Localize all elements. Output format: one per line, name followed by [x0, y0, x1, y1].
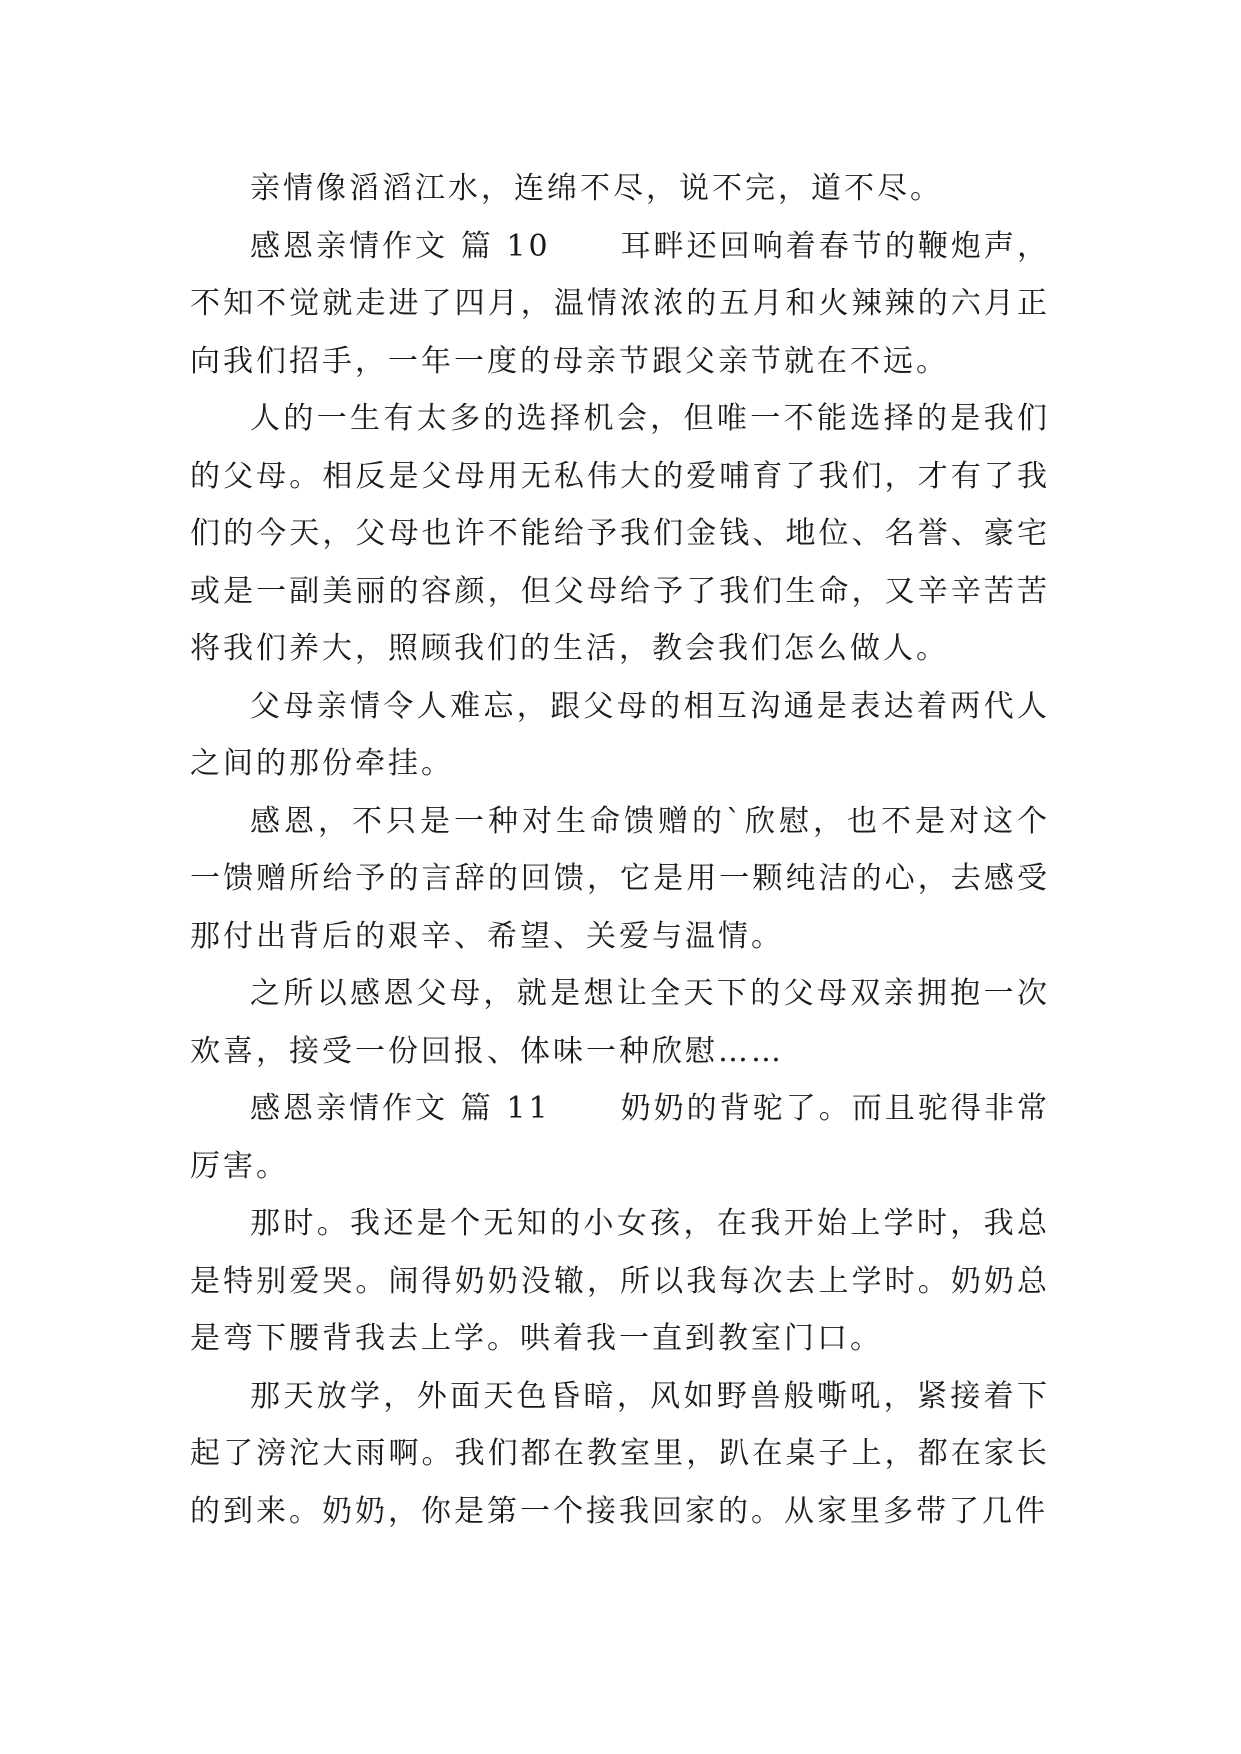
paragraph-1	[190, 160, 1050, 218]
essay-body	[190, 160, 1050, 1540]
paragraph-text: 感恩，不只是一种对生命馈赠的`欣慰，也不是对这个一馈赠所给予的言辞的回馈，它是用一颗纯洁的心，去感受那付出背后的艰辛、希望、关爱与温情。	[190, 803, 1050, 954]
section-heading-10: 感恩亲情作文 篇 10	[250, 228, 551, 264]
paragraph-3	[190, 390, 1050, 678]
paragraph-text: 那天放学，外面天色昏暗，风如野兽般嘶吼，紧接着下起了滂沱大雨啊。我们都在教室里，趴在桌子上，都在家长的到来。奶奶，你是第一个接我回家的。从家里多带了几件	[190, 1378, 1050, 1529]
paragraph-text: 父母亲情令人难忘，跟父母的相互沟通是表达着两代人之间的那份牵挂。	[190, 688, 1050, 781]
paragraph-6	[190, 965, 1050, 1080]
paragraph-5	[190, 793, 1050, 966]
paragraph-text: 人的一生有太多的选择机会，但唯一不能选择的是我们的父母。相反是父母用无私伟大的爱哺育了我们，才有了我们的今天，父母也许不能给予我们金钱、地位、名誉、豪宅或是一副美丽的容颜，但父母给予了我们生命，又辛辛苦苦将我们养大，照顾我们的生活，教会我们怎么做人。	[190, 401, 1050, 666]
paragraph-text: 耳畔还回响着春节的鞭炮声，不知不觉就走进了四月，温情浓浓的五月和火辣辣的六月正向我们招手，一年一度的母亲节跟父亲节就在不远。	[190, 228, 1051, 379]
section-heading-11: 感恩亲情作文 篇 11	[250, 1091, 551, 1126]
paragraph-4	[190, 678, 1050, 793]
paragraph-text: 亲情像滔滔江水，连绵不尽，说不完，道不尽。	[250, 171, 943, 206]
paragraph-8	[190, 1195, 1050, 1368]
paragraph-text: 奶奶的背驼了。而且驼得非常厉害。	[190, 1091, 1051, 1184]
paragraph-2	[190, 218, 1050, 391]
paragraph-9	[190, 1368, 1050, 1541]
paragraph-text: 那时。我还是个无知的小女孩，在我开始上学时，我总是特别爱哭。闹得奶奶没辙，所以我每次去上学时。奶奶总是弯下腰背我去上学。哄着我一直到教室门口。	[190, 1206, 1050, 1356]
paragraph-text: 之所以感恩父母，就是想让全天下的父母双亲拥抱一次欢喜，接受一份回报、体味一种欣慰……	[190, 976, 1050, 1069]
paragraph-7	[190, 1080, 1050, 1195]
